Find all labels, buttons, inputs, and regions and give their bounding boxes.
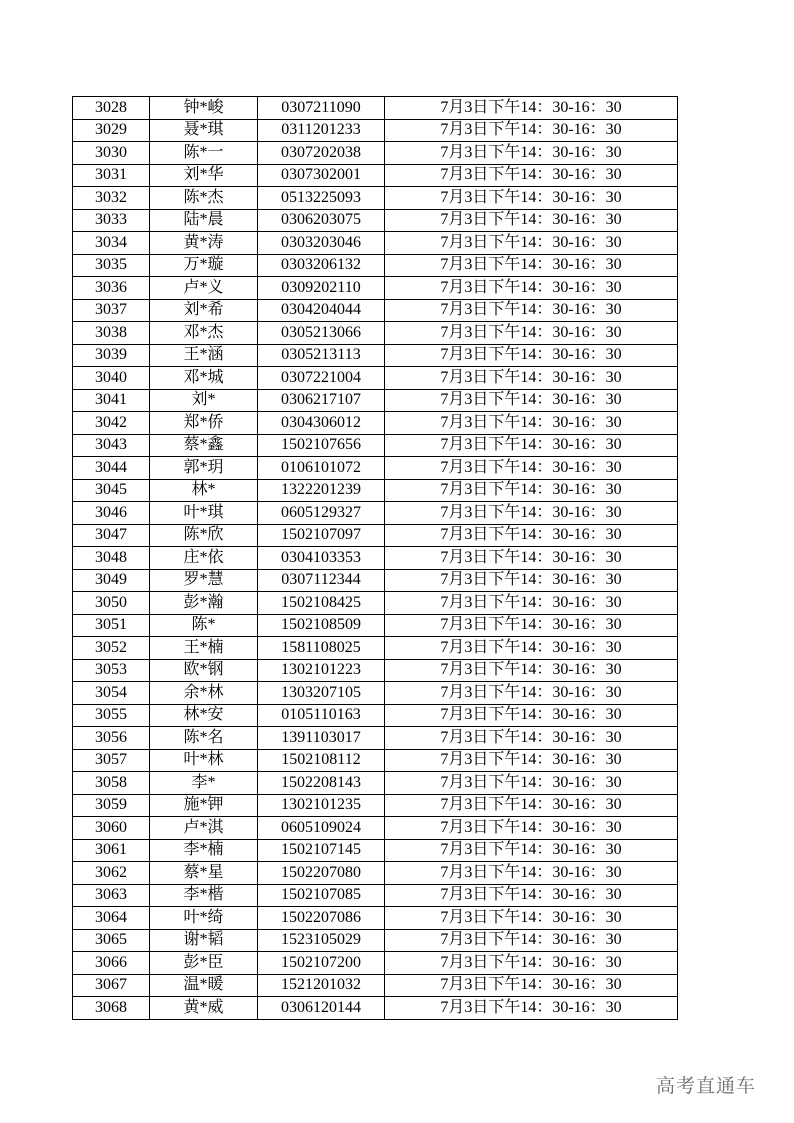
seat-number-cell: 3058	[73, 772, 150, 795]
candidate-id-cell: 1502207086	[258, 907, 385, 930]
seat-number-cell: 3042	[73, 412, 150, 435]
exam-time-cell: 7月3日下午14：30-16：30	[385, 367, 678, 390]
exam-time-cell: 7月3日下午14：30-16：30	[385, 862, 678, 885]
table-row	[73, 389, 678, 412]
table-row	[73, 727, 678, 750]
exam-time-cell: 7月3日下午14：30-16：30	[385, 254, 678, 277]
exam-time-cell: 7月3日下午14：30-16：30	[385, 412, 678, 435]
table-row	[73, 209, 678, 232]
table-row	[73, 277, 678, 300]
candidate-id-cell: 0305213113	[258, 344, 385, 367]
candidate-id-cell: 0605129327	[258, 502, 385, 525]
candidate-name-cell: 陈*欣	[150, 524, 258, 547]
exam-roster-table	[72, 96, 678, 1020]
table-row	[73, 839, 678, 862]
candidate-id-cell: 0307302001	[258, 164, 385, 187]
exam-time-cell: 7月3日下午14：30-16：30	[385, 929, 678, 952]
table-row	[73, 592, 678, 615]
exam-time-cell: 7月3日下午14：30-16：30	[385, 502, 678, 525]
table-row	[73, 119, 678, 142]
exam-time-cell: 7月3日下午14：30-16：30	[385, 592, 678, 615]
exam-time-cell: 7月3日下午14：30-16：30	[385, 277, 678, 300]
table-row	[73, 97, 678, 120]
seat-number-cell: 3055	[73, 704, 150, 727]
exam-time-cell: 7月3日下午14：30-16：30	[385, 524, 678, 547]
candidate-id-cell: 1502207080	[258, 862, 385, 885]
candidate-id-cell: 0306120144	[258, 997, 385, 1020]
seat-number-cell: 3031	[73, 164, 150, 187]
candidate-id-cell: 1502107097	[258, 524, 385, 547]
candidate-id-cell: 1302101223	[258, 659, 385, 682]
table-row	[73, 682, 678, 705]
candidate-id-cell: 1523105029	[258, 929, 385, 952]
candidate-name-cell: 万*璇	[150, 254, 258, 277]
candidate-id-cell: 1502108509	[258, 614, 385, 637]
seat-number-cell: 3050	[73, 592, 150, 615]
candidate-id-cell: 1502107200	[258, 952, 385, 975]
candidate-id-cell: 0305213066	[258, 322, 385, 345]
table-row	[73, 367, 678, 390]
exam-time-cell: 7月3日下午14：30-16：30	[385, 952, 678, 975]
candidate-id-cell: 0307112344	[258, 569, 385, 592]
candidate-name-cell: 温*暖	[150, 974, 258, 997]
candidate-id-cell: 1502108425	[258, 592, 385, 615]
exam-time-cell: 7月3日下午14：30-16：30	[385, 457, 678, 480]
exam-time-cell: 7月3日下午14：30-16：30	[385, 659, 678, 682]
table-row	[73, 164, 678, 187]
table-row	[73, 749, 678, 772]
seat-number-cell: 3061	[73, 839, 150, 862]
candidate-id-cell: 1502107145	[258, 839, 385, 862]
candidate-name-cell: 郭*玥	[150, 457, 258, 480]
candidate-id-cell: 1502108112	[258, 749, 385, 772]
seat-number-cell: 3048	[73, 547, 150, 570]
candidate-id-cell: 0304204044	[258, 299, 385, 322]
seat-number-cell: 3028	[73, 97, 150, 120]
exam-time-cell: 7月3日下午14：30-16：30	[385, 907, 678, 930]
candidate-id-cell: 0105110163	[258, 704, 385, 727]
exam-time-cell: 7月3日下午14：30-16：30	[385, 434, 678, 457]
exam-time-cell: 7月3日下午14：30-16：30	[385, 727, 678, 750]
table-row	[73, 704, 678, 727]
candidate-name-cell: 蔡*鑫	[150, 434, 258, 457]
exam-time-cell: 7月3日下午14：30-16：30	[385, 232, 678, 255]
seat-number-cell: 3056	[73, 727, 150, 750]
exam-time-cell: 7月3日下午14：30-16：30	[385, 839, 678, 862]
candidate-id-cell: 1391103017	[258, 727, 385, 750]
seat-number-cell: 3040	[73, 367, 150, 390]
seat-number-cell: 3060	[73, 817, 150, 840]
candidate-name-cell: 叶*琪	[150, 502, 258, 525]
candidate-name-cell: 邓*杰	[150, 322, 258, 345]
table-row	[73, 254, 678, 277]
candidate-name-cell: 欧*钢	[150, 659, 258, 682]
table-row	[73, 794, 678, 817]
candidate-id-cell: 1502208143	[258, 772, 385, 795]
table-row	[73, 974, 678, 997]
seat-number-cell: 3049	[73, 569, 150, 592]
table-row	[73, 772, 678, 795]
candidate-id-cell: 0303203046	[258, 232, 385, 255]
candidate-name-cell: 卢*义	[150, 277, 258, 300]
candidate-name-cell: 李*	[150, 772, 258, 795]
candidate-name-cell: 李*楷	[150, 884, 258, 907]
exam-time-cell: 7月3日下午14：30-16：30	[385, 344, 678, 367]
seat-number-cell: 3035	[73, 254, 150, 277]
table-row	[73, 637, 678, 660]
candidate-name-cell: 彭*瀚	[150, 592, 258, 615]
candidate-name-cell: 叶*林	[150, 749, 258, 772]
table-row	[73, 929, 678, 952]
candidate-id-cell: 0307211090	[258, 97, 385, 120]
exam-time-cell: 7月3日下午14：30-16：30	[385, 704, 678, 727]
exam-time-cell: 7月3日下午14：30-16：30	[385, 637, 678, 660]
seat-number-cell: 3033	[73, 209, 150, 232]
candidate-name-cell: 蔡*星	[150, 862, 258, 885]
exam-time-cell: 7月3日下午14：30-16：30	[385, 614, 678, 637]
candidate-name-cell: 刘*	[150, 389, 258, 412]
candidate-id-cell: 1502107656	[258, 434, 385, 457]
candidate-name-cell: 余*林	[150, 682, 258, 705]
seat-number-cell: 3029	[73, 119, 150, 142]
candidate-id-cell: 1303207105	[258, 682, 385, 705]
exam-time-cell: 7月3日下午14：30-16：30	[385, 817, 678, 840]
seat-number-cell: 3047	[73, 524, 150, 547]
seat-number-cell: 3059	[73, 794, 150, 817]
seat-number-cell: 3046	[73, 502, 150, 525]
candidate-name-cell: 谢*韬	[150, 929, 258, 952]
exam-time-cell: 7月3日下午14：30-16：30	[385, 772, 678, 795]
seat-number-cell: 3054	[73, 682, 150, 705]
seat-number-cell: 3034	[73, 232, 150, 255]
candidate-name-cell: 彭*臣	[150, 952, 258, 975]
exam-time-cell: 7月3日下午14：30-16：30	[385, 142, 678, 165]
table-row	[73, 907, 678, 930]
seat-number-cell: 3067	[73, 974, 150, 997]
exam-time-cell: 7月3日下午14：30-16：30	[385, 997, 678, 1020]
seat-number-cell: 3066	[73, 952, 150, 975]
seat-number-cell: 3041	[73, 389, 150, 412]
candidate-id-cell: 1581108025	[258, 637, 385, 660]
exam-time-cell: 7月3日下午14：30-16：30	[385, 97, 678, 120]
table-row	[73, 187, 678, 210]
table-row	[73, 817, 678, 840]
table-row	[73, 862, 678, 885]
candidate-name-cell: 陈*名	[150, 727, 258, 750]
exam-time-cell: 7月3日下午14：30-16：30	[385, 187, 678, 210]
seat-number-cell: 3039	[73, 344, 150, 367]
table-row	[73, 479, 678, 502]
candidate-id-cell: 1521201032	[258, 974, 385, 997]
table-row	[73, 569, 678, 592]
watermark-text: 高考直通车	[656, 1075, 757, 1097]
candidate-name-cell: 罗*慧	[150, 569, 258, 592]
table-row	[73, 614, 678, 637]
seat-number-cell: 3038	[73, 322, 150, 345]
table-row	[73, 457, 678, 480]
seat-number-cell: 3030	[73, 142, 150, 165]
exam-time-cell: 7月3日下午14：30-16：30	[385, 884, 678, 907]
exam-time-cell: 7月3日下午14：30-16：30	[385, 569, 678, 592]
candidate-name-cell: 陈*一	[150, 142, 258, 165]
exam-time-cell: 7月3日下午14：30-16：30	[385, 794, 678, 817]
candidate-name-cell: 陆*晨	[150, 209, 258, 232]
candidate-name-cell: 王*楠	[150, 637, 258, 660]
table-row	[73, 412, 678, 435]
table-row	[73, 434, 678, 457]
table-row	[73, 884, 678, 907]
candidate-id-cell: 0309202110	[258, 277, 385, 300]
exam-time-cell: 7月3日下午14：30-16：30	[385, 682, 678, 705]
candidate-name-cell: 黄*威	[150, 997, 258, 1020]
seat-number-cell: 3036	[73, 277, 150, 300]
seat-number-cell: 3062	[73, 862, 150, 885]
candidate-name-cell: 李*楠	[150, 839, 258, 862]
candidate-name-cell: 聂*琪	[150, 119, 258, 142]
table-row	[73, 299, 678, 322]
seat-number-cell: 3052	[73, 637, 150, 660]
table-row	[73, 502, 678, 525]
candidate-name-cell: 郑*侨	[150, 412, 258, 435]
seat-number-cell: 3037	[73, 299, 150, 322]
candidate-name-cell: 林*	[150, 479, 258, 502]
seat-number-cell: 3032	[73, 187, 150, 210]
exam-time-cell: 7月3日下午14：30-16：30	[385, 299, 678, 322]
candidate-id-cell: 0311201233	[258, 119, 385, 142]
exam-time-cell: 7月3日下午14：30-16：30	[385, 322, 678, 345]
exam-time-cell: 7月3日下午14：30-16：30	[385, 389, 678, 412]
candidate-name-cell: 邓*城	[150, 367, 258, 390]
candidate-name-cell: 黄*涛	[150, 232, 258, 255]
seat-number-cell: 3051	[73, 614, 150, 637]
exam-time-cell: 7月3日下午14：30-16：30	[385, 749, 678, 772]
table-row	[73, 547, 678, 570]
candidate-id-cell: 1302101235	[258, 794, 385, 817]
candidate-name-cell: 刘*华	[150, 164, 258, 187]
candidate-id-cell: 0307202038	[258, 142, 385, 165]
seat-number-cell: 3065	[73, 929, 150, 952]
table-row	[73, 322, 678, 345]
seat-number-cell: 3068	[73, 997, 150, 1020]
candidate-name-cell: 钟*峻	[150, 97, 258, 120]
exam-time-cell: 7月3日下午14：30-16：30	[385, 209, 678, 232]
table-row	[73, 524, 678, 547]
candidate-name-cell: 陈*	[150, 614, 258, 637]
candidate-name-cell: 卢*淇	[150, 817, 258, 840]
exam-time-cell: 7月3日下午14：30-16：30	[385, 974, 678, 997]
table-row	[73, 997, 678, 1020]
candidate-id-cell: 1502107085	[258, 884, 385, 907]
exam-time-cell: 7月3日下午14：30-16：30	[385, 479, 678, 502]
candidate-id-cell: 0304306012	[258, 412, 385, 435]
candidate-id-cell: 0304103353	[258, 547, 385, 570]
candidate-name-cell: 林*安	[150, 704, 258, 727]
candidate-id-cell: 0106101072	[258, 457, 385, 480]
table-row	[73, 232, 678, 255]
seat-number-cell: 3057	[73, 749, 150, 772]
candidate-id-cell: 0307221004	[258, 367, 385, 390]
candidate-id-cell: 0513225093	[258, 187, 385, 210]
exam-time-cell: 7月3日下午14：30-16：30	[385, 164, 678, 187]
exam-time-cell: 7月3日下午14：30-16：30	[385, 119, 678, 142]
seat-number-cell: 3064	[73, 907, 150, 930]
seat-number-cell: 3045	[73, 479, 150, 502]
seat-number-cell: 3044	[73, 457, 150, 480]
candidate-id-cell: 0306217107	[258, 389, 385, 412]
candidate-id-cell: 1322201239	[258, 479, 385, 502]
seat-number-cell: 3063	[73, 884, 150, 907]
seat-number-cell: 3043	[73, 434, 150, 457]
roster-table-body	[73, 97, 678, 1020]
candidate-id-cell: 0303206132	[258, 254, 385, 277]
table-row	[73, 344, 678, 367]
candidate-name-cell: 叶*绮	[150, 907, 258, 930]
candidate-name-cell: 庄*依	[150, 547, 258, 570]
candidate-name-cell: 王*涵	[150, 344, 258, 367]
table-row	[73, 659, 678, 682]
table-row	[73, 952, 678, 975]
candidate-name-cell: 陈*杰	[150, 187, 258, 210]
exam-time-cell: 7月3日下午14：30-16：30	[385, 547, 678, 570]
table-row	[73, 142, 678, 165]
candidate-id-cell: 0306203075	[258, 209, 385, 232]
candidate-id-cell: 0605109024	[258, 817, 385, 840]
candidate-name-cell: 施*钾	[150, 794, 258, 817]
seat-number-cell: 3053	[73, 659, 150, 682]
candidate-name-cell: 刘*希	[150, 299, 258, 322]
